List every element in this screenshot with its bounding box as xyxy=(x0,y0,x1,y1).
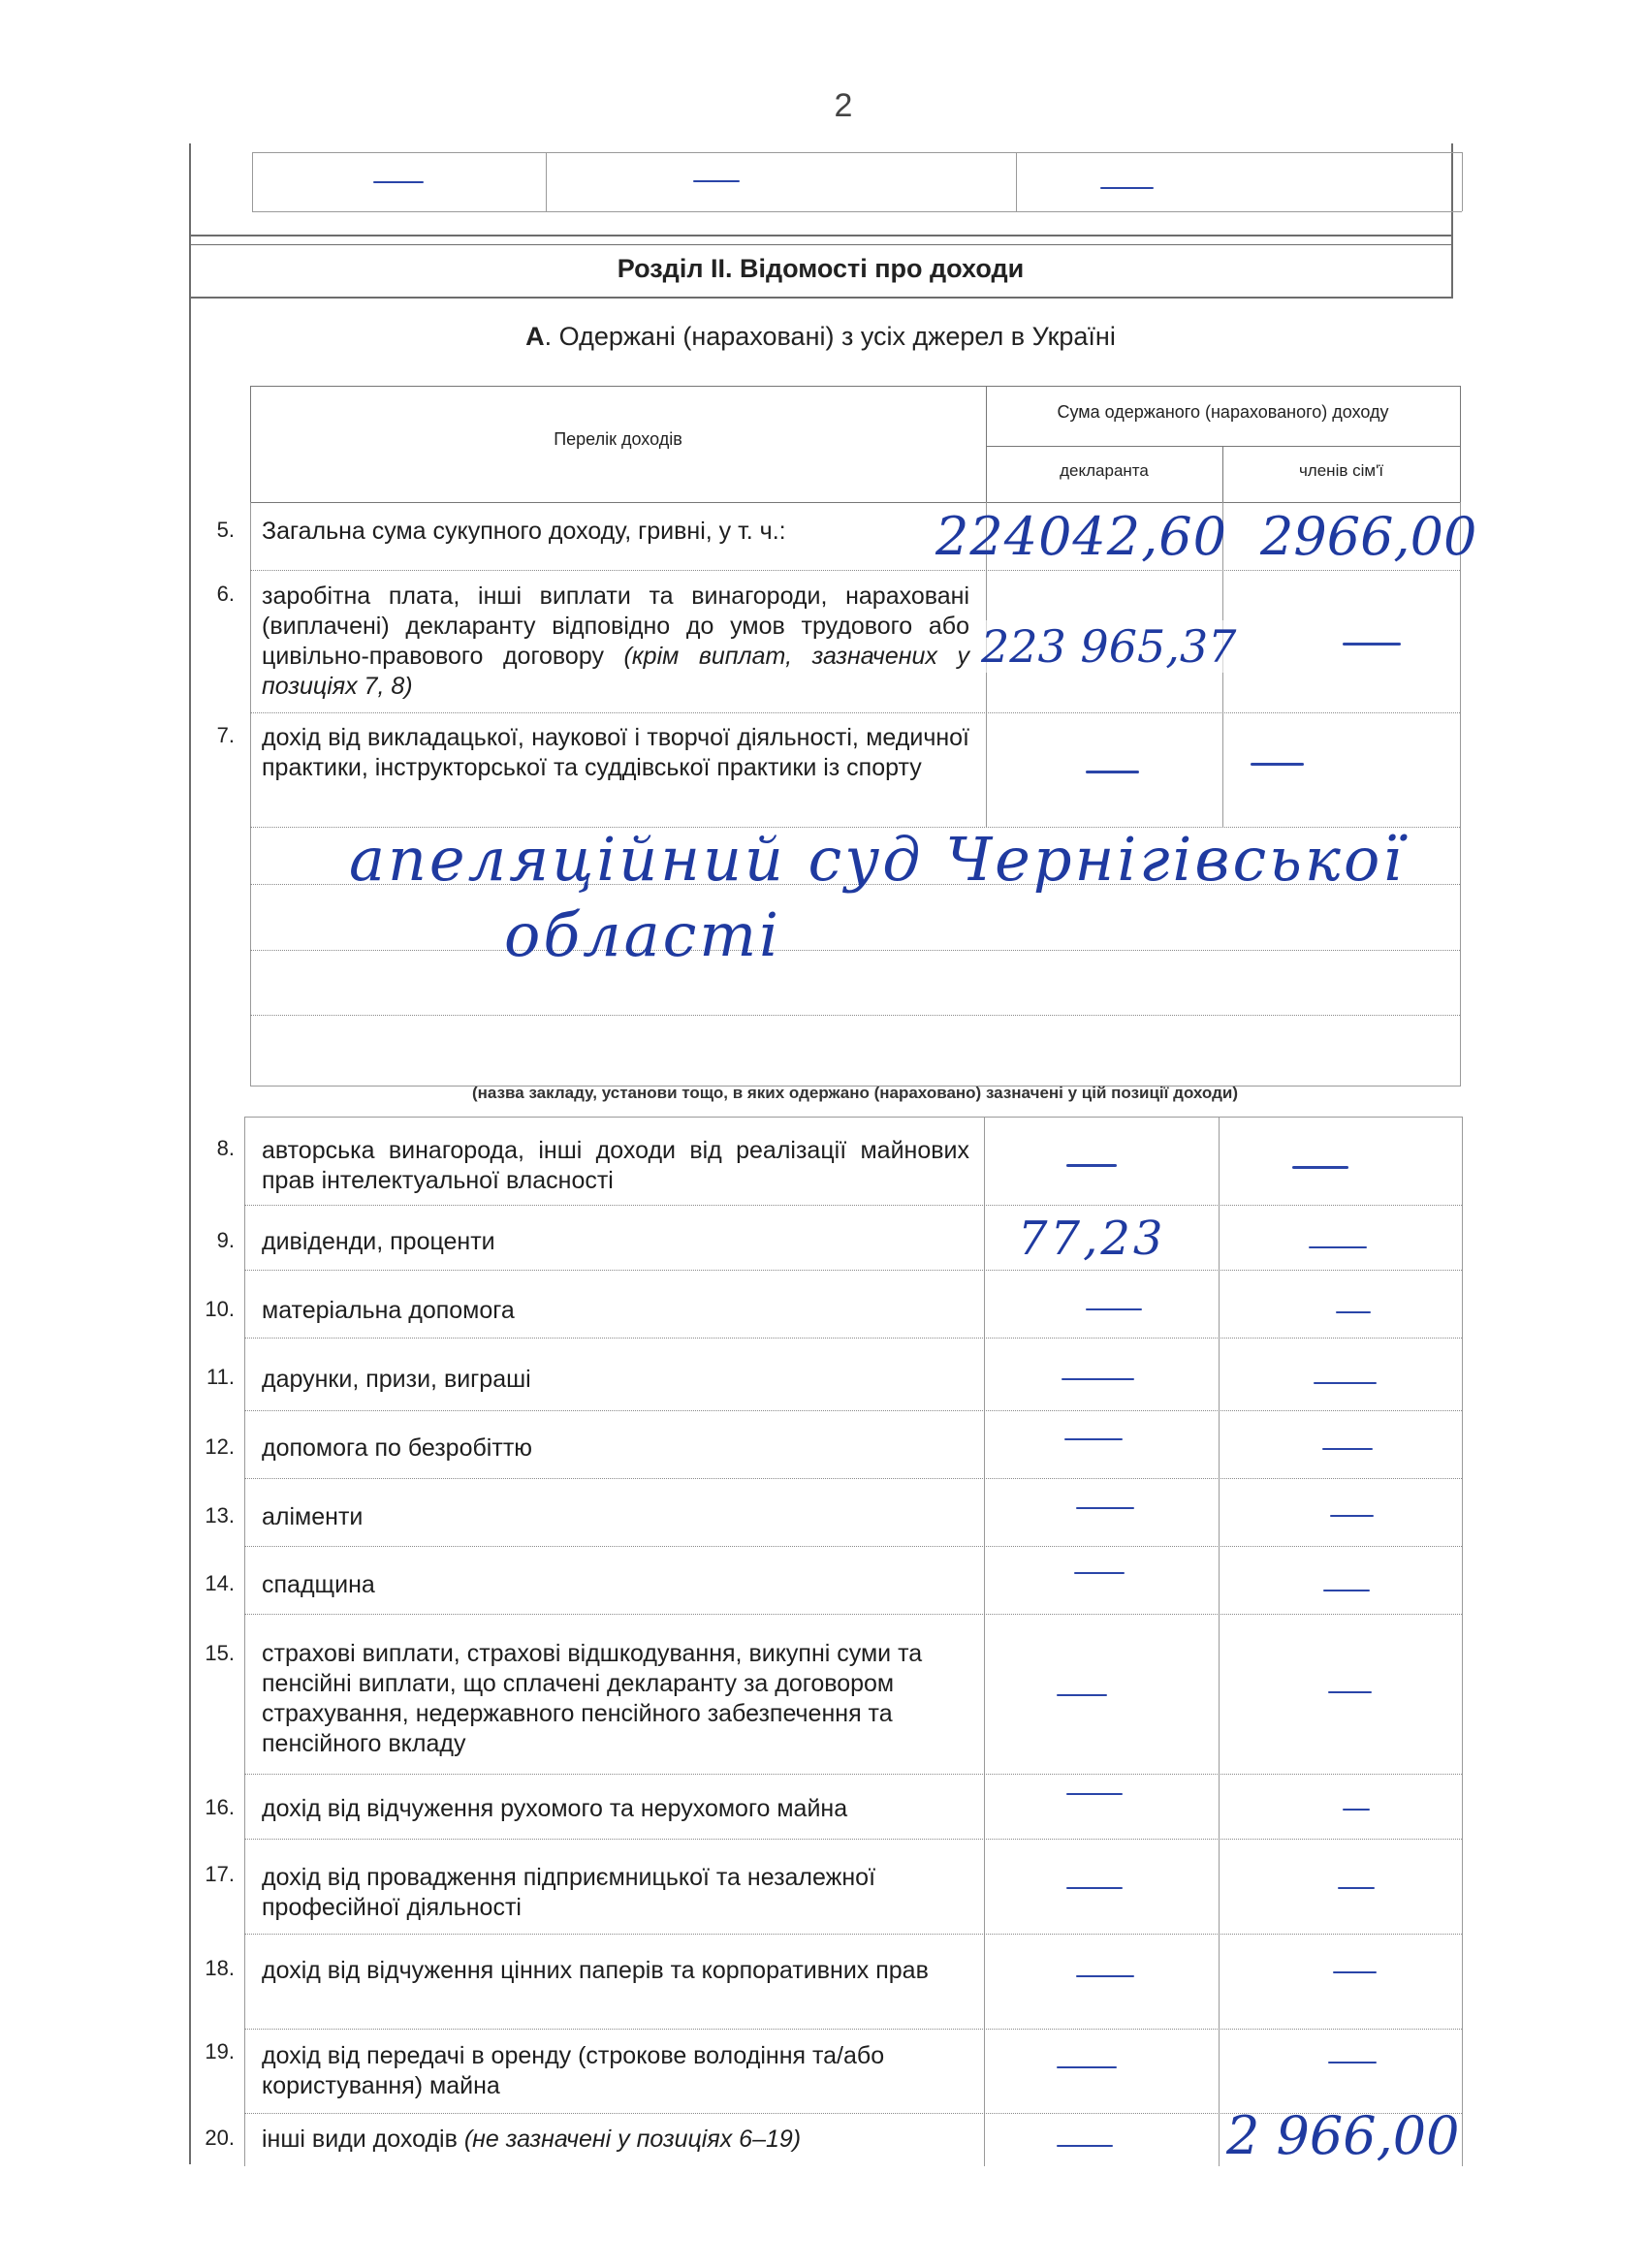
empty-dash xyxy=(1086,1308,1142,1310)
empty-dash xyxy=(1086,771,1139,773)
empty-dash xyxy=(1057,2145,1113,2147)
empty-dash xyxy=(1336,1311,1371,1313)
empty-dash xyxy=(1328,2062,1377,2063)
row-label: дивіденди, проценти xyxy=(262,1228,495,1255)
empty-dash xyxy=(1076,1507,1134,1509)
subsection-title xyxy=(189,322,1452,352)
empty-dash xyxy=(1074,1572,1125,1574)
declarant-amount-handwritten: 77,23 xyxy=(1018,1212,1166,1266)
row-label: Загальна сума сукупного доходу, гривні, у т. ч.: xyxy=(262,518,786,545)
row-number: 10. xyxy=(205,1297,235,1321)
row-number: 20. xyxy=(205,2126,235,2150)
row-label-note: (крім виплат, зазначених у позиціях 7, 8) xyxy=(262,643,970,700)
row-number: 12. xyxy=(205,1434,235,1459)
row-separator xyxy=(250,712,1460,713)
empty-dash xyxy=(1338,1887,1375,1889)
row-label: дохід від відчуження цінних паперів та корпоративних прав xyxy=(262,1957,929,1984)
empty-dash xyxy=(1292,1166,1348,1169)
frame-left xyxy=(189,143,191,2164)
row-label: дохід від провадження підприємницької та незалежної професійної діяльності xyxy=(262,1864,876,1921)
declarant-amount-handwritten: 223 965,37 xyxy=(981,620,1237,673)
row-label xyxy=(262,2125,969,2155)
row-label: страхові виплати, страхові відшкодування, викупні суми та пенсійні виплати, що сплачені декларанту за договором страхування, недержавного пенсійного забезпечення та пенсійного вкладу xyxy=(262,1640,923,1757)
row-number: 5. xyxy=(216,518,235,542)
header-income-list: Перелік доходів xyxy=(554,429,682,449)
row-number: 8. xyxy=(216,1136,235,1160)
institution-name-handwritten: апеляційний суд Чернігівської xyxy=(349,824,1406,895)
row-number: 13. xyxy=(205,1503,235,1528)
empty-dash xyxy=(1343,643,1401,646)
empty-dash xyxy=(1076,1975,1134,1977)
row-label: спадщина xyxy=(262,1571,375,1598)
empty-dash xyxy=(1314,1382,1377,1384)
row-number: 14. xyxy=(205,1571,235,1595)
institution-caption: (назва закладу, установи тощо, в яких одержано (нараховано) зазначені у цій позиції доходи) xyxy=(472,1084,1238,1102)
empty-dash xyxy=(1322,1448,1373,1450)
row-label-main: інші види доходів xyxy=(262,2126,464,2153)
row-number: 18. xyxy=(205,1956,235,1980)
empty-dash xyxy=(1100,187,1154,189)
subsection-text: . Одержані (нараховані) з усіх джерел в Україні xyxy=(544,322,1116,351)
row-label: дарунки, призи, виграші xyxy=(262,1366,531,1393)
empty-dash xyxy=(1057,1694,1107,1696)
row-label: дохід від передачі в оренду (строкове володіння та/або користування) майна xyxy=(262,2042,885,2099)
empty-dash xyxy=(1066,1887,1123,1889)
row-label: матеріальна допомога xyxy=(262,1297,515,1324)
row-number: 7. xyxy=(216,723,235,747)
declarant-amount-handwritten: 224042,60 xyxy=(935,506,1228,567)
empty-dash xyxy=(1057,2066,1117,2068)
empty-dash xyxy=(1309,1246,1367,1248)
section-bottom-rule xyxy=(189,297,1452,299)
section-top-rule xyxy=(189,235,1452,236)
row-number: 17. xyxy=(205,1862,235,1886)
row-label xyxy=(262,582,969,702)
row-number: 11. xyxy=(206,1365,235,1389)
empty-dash xyxy=(1066,1164,1117,1167)
empty-dash xyxy=(1323,1590,1370,1591)
row-number: 16. xyxy=(205,1795,235,1819)
row-number: 19. xyxy=(205,2039,235,2063)
row-number: 6. xyxy=(216,582,235,606)
empty-dash xyxy=(1328,1691,1372,1693)
family-amount-handwritten: 2966,00 xyxy=(1260,506,1477,567)
row-label: авторська винагорода, інші доходи від реалізації майнових прав інтелектуальної власності xyxy=(262,1137,969,1194)
row-number: 15. xyxy=(205,1641,235,1665)
empty-dash xyxy=(1333,1971,1377,1973)
empty-dash xyxy=(1330,1515,1374,1517)
header-amount: Сума одержаного (нарахованого) доходу xyxy=(1057,402,1389,422)
institution-name-handwritten: області xyxy=(504,899,781,970)
row-separator xyxy=(250,570,1460,571)
row-label: аліменти xyxy=(262,1503,364,1530)
row-label: дохід від відчуження рухомого та нерухомого майна xyxy=(262,1795,848,1822)
grid-label-left xyxy=(250,502,251,1087)
empty-dash xyxy=(1251,763,1304,766)
section-title: Розділ II. Відомості про доходи xyxy=(617,254,1025,283)
empty-dash xyxy=(1062,1378,1134,1380)
empty-dash xyxy=(373,181,424,183)
subsection-letter: А xyxy=(525,322,545,351)
section-mid-rule xyxy=(189,244,1452,245)
row-label: допомога по безробіттю xyxy=(262,1434,533,1462)
page-number: 2 xyxy=(834,87,853,124)
row-label: дохід від викладацької, наукової і творчої діяльності, медичної практики, інструкторської та суддівської практики із спорту xyxy=(262,724,969,781)
header-family: членів сім'ї xyxy=(1298,461,1384,480)
row-label-main: заробітна плата, інші виплати та винагороди, нараховані (виплачені) декларанту відповідно до умов трудового або цивільно-правового договору xyxy=(262,583,969,670)
empty-dash xyxy=(1064,1438,1123,1440)
empty-dash xyxy=(693,180,740,182)
row-label-note: (не зазначені у позиціях 6–19) xyxy=(463,2126,802,2153)
empty-dash xyxy=(1066,1793,1123,1795)
row-number: 9. xyxy=(216,1228,235,1252)
header-declarant: декларанта xyxy=(1060,461,1149,480)
family-amount-handwritten: 2 966,00 xyxy=(1226,2105,1460,2166)
empty-dash xyxy=(1343,1809,1370,1811)
